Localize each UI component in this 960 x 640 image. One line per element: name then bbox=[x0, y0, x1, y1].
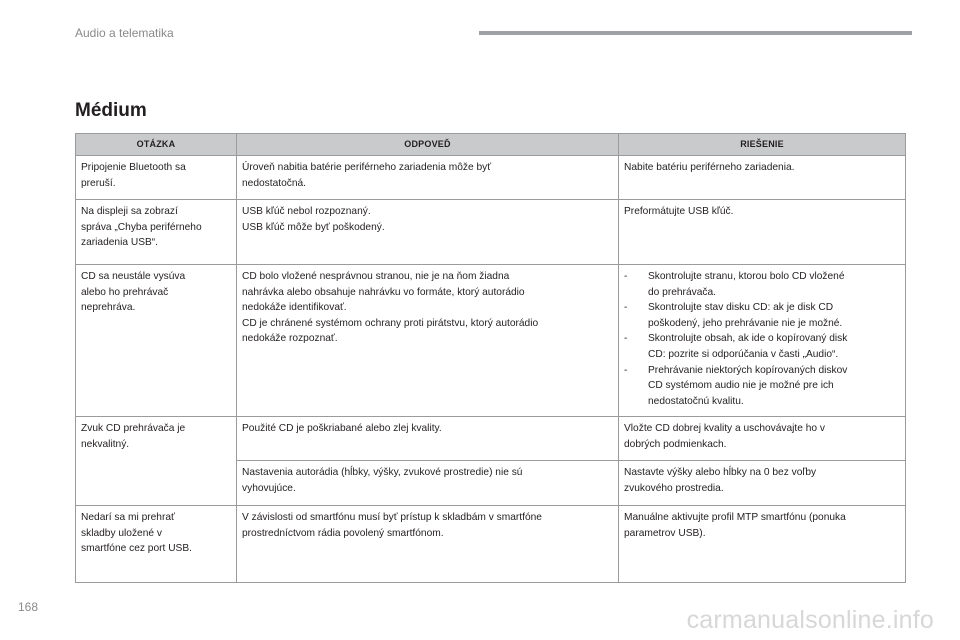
column-header-question: OTÁZKA bbox=[76, 134, 237, 156]
answer-cell bbox=[237, 265, 619, 417]
cell-text: dobrých podmienkach. bbox=[624, 438, 727, 450]
cell-text: USB kľúč nebol rozpoznaný. bbox=[242, 206, 371, 217]
table-row bbox=[76, 200, 906, 265]
cell-text: zvukového prostredia. bbox=[624, 482, 724, 494]
cell-text: nedokáže identifikovať. bbox=[242, 302, 347, 314]
question-cell bbox=[76, 506, 237, 583]
list-item bbox=[624, 331, 901, 362]
cell-text: Nedarí sa mi prehrať bbox=[81, 512, 175, 523]
cell-text: CD systémom audio nie je možné pre ich bbox=[648, 380, 834, 392]
cell-text: - Prehrávanie niektorých kopírovaných diskov bbox=[648, 364, 848, 376]
cell-text: nedokáže rozpoznať. bbox=[242, 333, 338, 345]
cell-text: prostredníctvom rádia povolený smartfónom. bbox=[242, 527, 444, 539]
cell-text: Pripojenie Bluetooth sa bbox=[81, 162, 186, 173]
cell-text: nekvalitný. bbox=[81, 438, 130, 450]
cell-text: skladby uložené v bbox=[81, 527, 162, 539]
solution-cell bbox=[619, 461, 906, 506]
answer-cell bbox=[237, 417, 619, 461]
cell-text: V závislosti od smartfónu musí byť prístup k skladbám v smartfóne bbox=[242, 512, 542, 523]
question-cell bbox=[76, 417, 237, 506]
cell-text: nedostatočnú kvalitu. bbox=[648, 395, 744, 407]
cell-text: nedostatočná. bbox=[242, 177, 307, 189]
table-row bbox=[76, 156, 906, 200]
cell-text: Zvuk CD prehrávača je bbox=[81, 423, 186, 434]
cell-text: CD je chránené systémom ochrany proti pirátstvu, ktorý autorádio bbox=[242, 317, 539, 329]
cell-text: neprehráva. bbox=[81, 302, 136, 314]
table-row bbox=[76, 417, 906, 461]
column-header-solution: RIEŠENIE bbox=[619, 134, 906, 156]
column-header-answer: ODPOVEĎ bbox=[237, 134, 619, 156]
troubleshooting-table bbox=[75, 133, 906, 583]
question-cell bbox=[76, 156, 237, 200]
cell-text: Použité CD je poškriabané alebo zlej kvality. bbox=[242, 423, 442, 434]
answer-cell bbox=[237, 506, 619, 583]
cell-text: Preformátujte USB kľúč. bbox=[624, 206, 734, 217]
list-item bbox=[624, 363, 901, 410]
cell-text: - Skontrolujte stranu, ktorou bolo CD vložené bbox=[648, 271, 845, 282]
cell-text: CD sa neustále vysúva bbox=[81, 271, 186, 282]
cell-text: zariadenia USB“. bbox=[81, 237, 159, 249]
cell-text: USB kľúč môže byť poškodený. bbox=[242, 221, 385, 233]
cell-text: Úroveň nabitia batérie periférneho zariadenia môže byť bbox=[242, 162, 492, 173]
cell-text: CD: pozrite si odporúčania v časti „Audio“. bbox=[648, 348, 839, 360]
solution-cell bbox=[619, 200, 906, 265]
answer-cell bbox=[237, 461, 619, 506]
answer-cell bbox=[237, 156, 619, 200]
solution-cell bbox=[619, 265, 906, 417]
cell-text: Nastavenia autorádia (hĺbky, výšky, zvukové prostredie) nie sú bbox=[242, 467, 523, 478]
cell-text: do prehrávača. bbox=[648, 286, 716, 298]
question-cell bbox=[76, 265, 237, 417]
header-divider-bar bbox=[479, 31, 912, 35]
cell-text: správa „Chyba periférneho bbox=[81, 221, 202, 233]
solution-cell bbox=[619, 417, 906, 461]
solution-cell bbox=[619, 506, 906, 583]
cell-text: preruší. bbox=[81, 177, 116, 189]
list-item bbox=[624, 269, 901, 300]
cell-text: parametrov USB). bbox=[624, 527, 706, 539]
cell-text: Na displeji sa zobrazí bbox=[81, 206, 178, 217]
question-cell bbox=[76, 200, 237, 265]
watermark-text: carmanualsonline.info bbox=[686, 606, 934, 634]
solution-steps-list bbox=[624, 269, 901, 409]
chapter-title: Audio a telematika bbox=[75, 26, 174, 40]
table-row bbox=[76, 265, 906, 417]
cell-text: - Skontrolujte stav disku CD: ak je disk CD bbox=[648, 302, 834, 314]
list-item bbox=[624, 300, 901, 331]
section-title: Médium bbox=[75, 100, 147, 121]
cell-text: - Skontrolujte obsah, ak ide o kopírovaný disk bbox=[648, 333, 848, 345]
cell-text: Nastavte výšky alebo hĺbky na 0 bez voľby bbox=[624, 467, 817, 478]
cell-text: nahrávka alebo obsahuje nahrávku vo formáte, ktorý autorádio bbox=[242, 286, 525, 298]
cell-text: poškodený, jeho prehrávanie nie je možné. bbox=[648, 317, 843, 329]
cell-text: vyhovujúce. bbox=[242, 482, 296, 494]
table-header-row bbox=[76, 134, 906, 156]
cell-text: smartfóne cez port USB. bbox=[81, 543, 192, 555]
answer-cell bbox=[237, 200, 619, 265]
page-number: 168 bbox=[18, 600, 39, 614]
cell-text: Nabite batériu periférneho zariadenia. bbox=[624, 162, 795, 173]
cell-text: CD bolo vložené nesprávnou stranou, nie je na ňom žiadna bbox=[242, 271, 510, 282]
table-row bbox=[76, 506, 906, 583]
cell-text: Manuálne aktivujte profil MTP smartfónu (ponuka bbox=[624, 512, 846, 523]
solution-cell bbox=[619, 156, 906, 200]
cell-text: Vložte CD dobrej kvality a uschovávajte ho v bbox=[624, 423, 826, 434]
cell-text: alebo ho prehrávač bbox=[81, 286, 169, 298]
